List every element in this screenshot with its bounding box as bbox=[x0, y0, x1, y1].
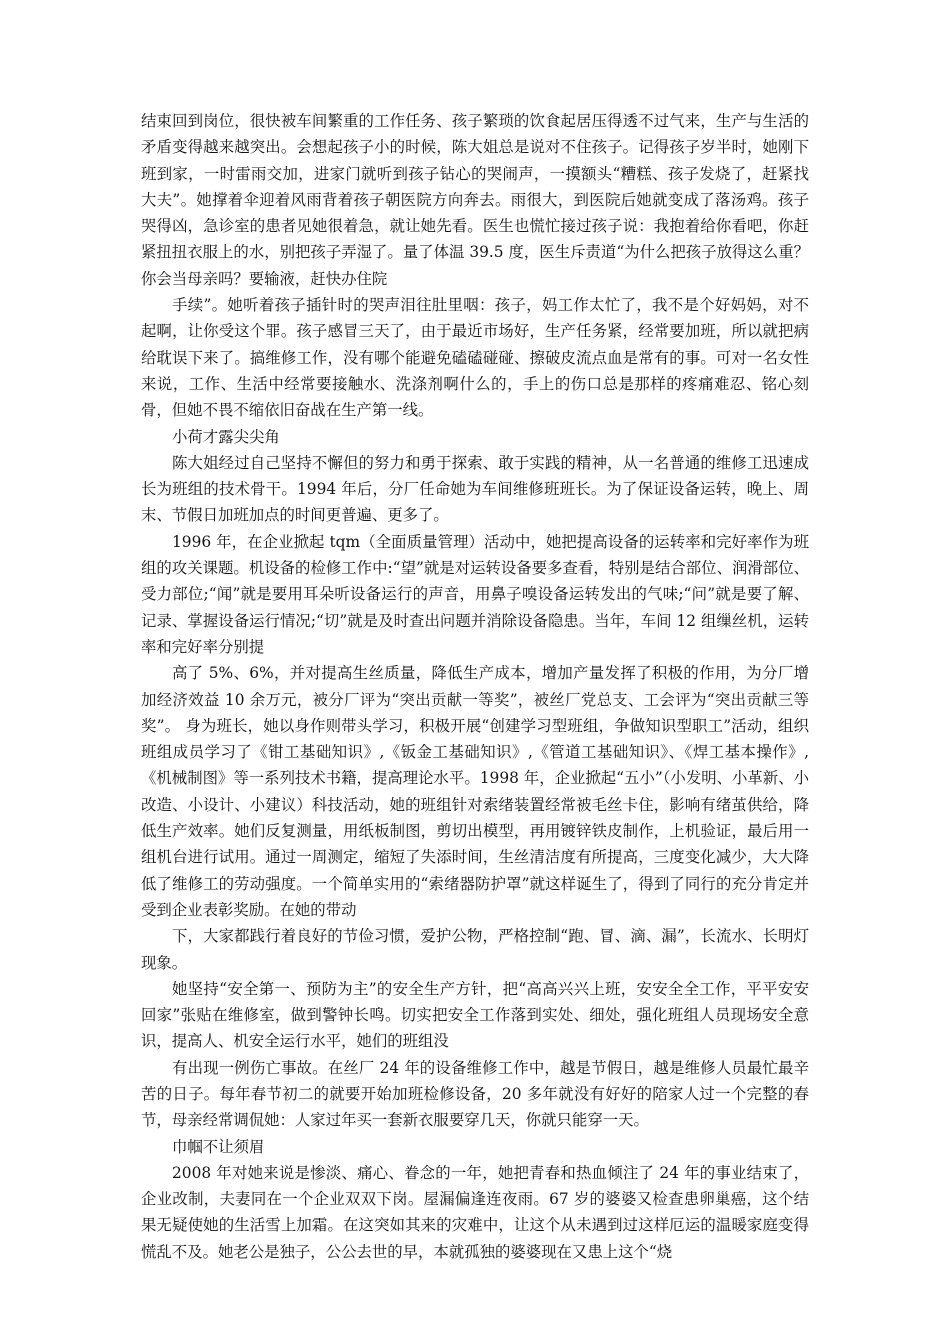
paragraph-3: 陈大姐经过自己坚持不懈但的努力和勇于探索、敢于实践的精神，从一名普通的维修工迅速成长为班组的技术骨干。1994 年后，分厂任命她为车间维修班班长。为了保证设备运转，晚上、周末、节假日加班加点的时间更普遍、更多了。 bbox=[141, 453, 809, 525]
paragraph-1: 结束回到岗位，很快被车间繁重的工作任务、孩子繁琐的饮食起居压得透不过气来，生产与生活的矛盾变得越来越突出。会想起孩子小的时候，陈大姐总是说对不住孩子。记得孩子岁半时，她刚下班到家，一时雷雨交加，进家门就听到孩子钻心的哭闹声，一摸额头“糟糕、孩子发烧了，赶紧找大夫”。她撑着伞迎着风雨背着孩子朝医院方向奔去。雨很大，到医院后她就变成了落汤鸡。孩子哭得凶，急诊室的患者见她很着急，就让她先看。医生也慌忙接过孩子说：我抱着给你看吧，你赶紧扭扭衣服上的水，别把孩子弄湿了。量了体温 39.5 度，医生斥责道“为什么把孩子放得这么重？你会当母亲吗？要输液，赶快办住院 bbox=[141, 112, 809, 288]
section-heading-1: 小荷才露尖尖角 bbox=[172, 427, 280, 446]
document-body bbox=[141, 108, 809, 1265]
paragraph-9: 2008 年对她来说是惨淡、痛心、眷念的一年，她把青春和热血倾注了 24 年的事业结束了，企业改制，夫妻同在一个企业双双下岗。屋漏偏逢连夜雨。67 岁的婆婆又检查患卵巢癌，这个结果无疑使她的生活雪上加霜。在这突如其来的灾难中，让这个从未遇到过这样厄运的温暖家庭变得慌乱不及。她老公是独子，公公去世的早，本就孤独的婆婆现在又患上这个“烧 bbox=[141, 1163, 809, 1261]
paragraph-7: 她坚持“安全第一、预防为主”的安全生产方针，把“高高兴兴上班，安安全全工作，平平安安回家”张贴在维修室，做到警钟长鸣。切实把安全工作落到实处、细处，强化班组人员现场安全意识，提高人、机安全运行水平，她们的班组没 bbox=[141, 979, 809, 1051]
section-heading-2: 巾帼不让须眉 bbox=[172, 1137, 265, 1156]
paragraph-6: 下，大家都践行着良好的节俭习惯，爱护公物，严格控制“跑、冒、滴、漏”，长流水、长明灯现象。 bbox=[141, 927, 809, 972]
paragraph-5: 高了 5%、6%，并对提高生丝质量，降低生产成本，增加产量发挥了积极的作用，为分厂增加经济效益 10 余万元，被分厂评为“突出贡献一等奖”，被丝厂党总支、工会评为“突出贡献三等奖”。 身为班长，她以身作则带头学习，积极开展“创建学习型班组，争做知识型职工”活动，组织班组成员学习了《钳工基础知识》,《钣金工基础知识》,《管道工基础知识》、《焊工基本操作》,《机械制图》等一系列技术书籍，提高理论水平。1998 年，企业掀起“五小”（小发明、小革新、小改造、小设计、小建议）科技活动，她的班组针对索绪装置经常被毛丝卡住，影响有绪茧供给，降低生产效率。她们反复测量，用纸板制图，剪切出模型，再用镀锌铁皮制作，上机验证，最后用一组机台进行试用。通过一周测定，缩短了失添时间，生丝清洁度有所提高，三度变化减少，大大降低了维修工的劳动强度。一个简单实用的“索绪器防护罩”就这样诞生了，得到了同行的充分肯定并受到企业表彰奖励。在她的带动 bbox=[141, 664, 809, 919]
paragraph-4: 1996 年，在企业掀起 tqm（全面质量管理）活动中，她把提高设备的运转率和完好率作为班组的攻关课题。机设备的检修工作中:“望”就是对运转设备要多查看，特别是结合部位、润滑部位、受力部位;“闻”就是要用耳朵听设备运行的声音，用鼻子嗅设备运转发出的气味;“问”就是要了解、记录、掌握设备运行情况;“切”就是及时查出问题并消除设备隐患。当年，车间 12 组缫丝机，运转率和完好率分别提 bbox=[141, 532, 809, 656]
paragraph-8: 有出现一例伤亡事故。在丝厂 24 年的设备维修工作中，越是节假日，越是维修人员最忙最辛苦的日子。每年春节初二的就要开始加班检修设备，20 多年就没有好好的陪家人过一个完整的春节，母亲经常调侃她：人家过年买一套新衣服要穿几天，你就只能穿一天。 bbox=[141, 1058, 809, 1130]
paragraph-2: 手续”。她听着孩子插针时的哭声泪往肚里咽：孩子，妈工作太忙了，我不是个好妈妈，对不起啊，让你受这个罪。孩子感冒三天了，由于最近市场好，生产任务紧，经常要加班，所以就把病给耽误下来了。搞维修工作，没有哪个能避免磕磕碰碰、擦破皮流点血是常有的事。可对一名女性来说，工作、生活中经常要接触水、洗涤剂啊什么的，手上的伤口总是那样的疼痛难忍、铭心刻骨，但她不畏不缩依旧奋战在生产第一线。 bbox=[141, 296, 809, 420]
